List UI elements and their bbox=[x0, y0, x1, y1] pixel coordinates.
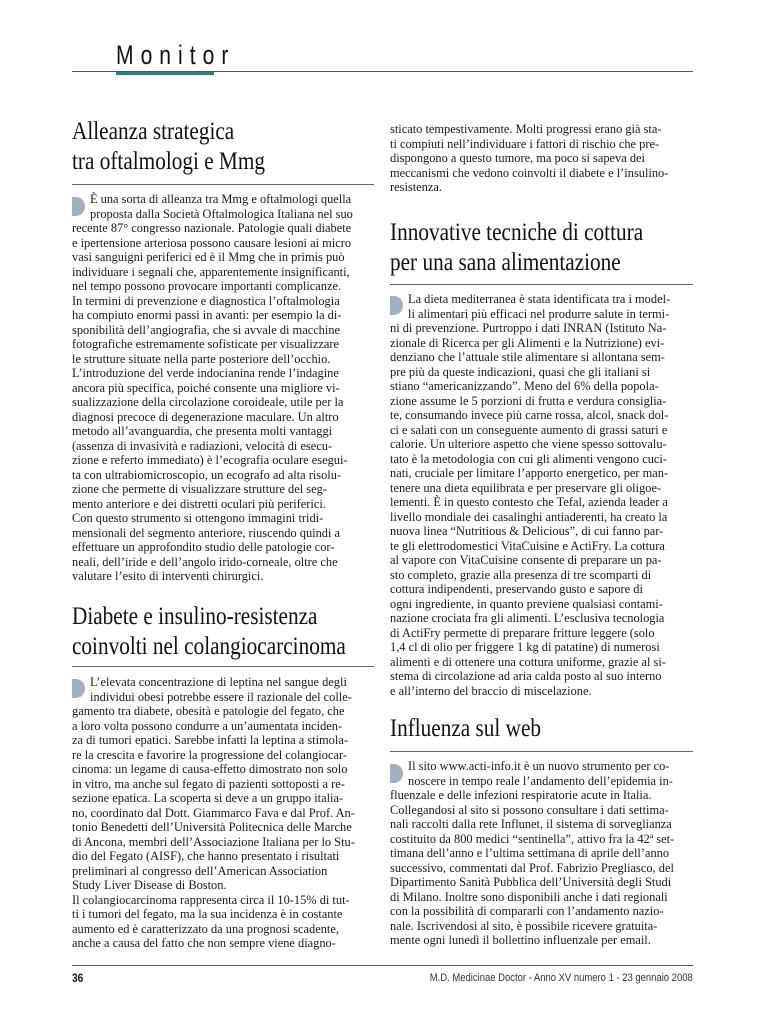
body-line: ancora più specifica, poiché consente una migliore vi- bbox=[72, 380, 340, 395]
body-line: tonio Benedetti dell’Università Politecnica delle Marche bbox=[72, 820, 352, 834]
body-line: pre più da queste indicazioni, quasi che gli italiani si bbox=[390, 364, 651, 379]
body-line: te, consumando invece più carne rossa, alcol, snack dol- bbox=[390, 408, 669, 422]
body-line: le strutture situate nella parte posteriore dell’occhio. bbox=[72, 351, 331, 366]
body-line: nuova linea “Nutritious & Delicious”, di cui fanno par- bbox=[390, 524, 664, 538]
body-line: e ipertensione arteriosa possono causare lesioni ai micro bbox=[72, 235, 352, 250]
body-line: sponibilità dell’angiografia, che si avvale di macchine bbox=[72, 322, 341, 337]
body-line: effettuare un approfondito studio delle patologie cor- bbox=[72, 540, 335, 554]
body-line: stiano “americanizzando”. Meno del 6% della popola- bbox=[390, 379, 659, 393]
body-line: ti i tumori del fegato, ma la sua incidenza è in costante bbox=[72, 907, 343, 921]
body-line: In termini di prevenzione e diagnostica l’oftalmologia bbox=[72, 293, 340, 308]
body-line: nale. Iscrivendosi al sito, è possibile ricevere gratuita- bbox=[390, 918, 658, 933]
article-cottura-headline: Innovative tecniche di cottura per una sana alimentazione bbox=[390, 219, 644, 276]
body-line: proposta dalla Società Oftalmologica Italiana nel suo bbox=[90, 206, 353, 221]
body-line: zione assume le 5 porzioni di frutta e verdura consiglia- bbox=[390, 393, 667, 408]
body-line: Dipartimento Sanità Pubblica dell’Università degli Studi bbox=[390, 875, 672, 889]
body-line: a loro volta possono condurre a un’aumentata inciden- bbox=[72, 718, 343, 733]
body-line: È una sorta di alleanza tra Mmg e oftalmologi quella bbox=[90, 192, 352, 206]
body-line: nati, cruciale per limitare l’apporto energetico, per man- bbox=[390, 466, 669, 480]
body-line: gamento tra diabete, obesità e patologie del fegato, che bbox=[72, 704, 345, 718]
body-line: e all’interno del braccio di miscelazione. bbox=[390, 683, 592, 698]
body-line: fotografiche estremamente sofisticate per visualizzare bbox=[72, 337, 339, 351]
body-line: sto completo, grazie alla presenza di tre scomparti di bbox=[390, 567, 652, 582]
body-line: dio del Fegato (AISF), che hanno presentato i risultati bbox=[72, 849, 340, 863]
body-line: timana dell’anno e l’ultima settimana di aprile dell’anno bbox=[390, 846, 670, 860]
body-line: successivo, commentati dal Prof. Fabrizio Pregliasco, del bbox=[390, 860, 674, 875]
article-alleanza-body bbox=[72, 192, 374, 584]
body-line: Study Liver Disease di Boston. bbox=[72, 878, 227, 892]
body-line: cottura indipendenti, preservando gusto e sapore di bbox=[390, 582, 643, 596]
body-line: individuare i segnali che, apparentemente insignificanti, bbox=[72, 264, 350, 279]
body-line: (assenza di invasività e radiazioni, velocità di esecu- bbox=[72, 438, 333, 453]
body-line: za di tumori epatici. Sarebbe infatti la leptina a stimola- bbox=[72, 733, 348, 747]
publication-info: M.D. Medicinae Doctor - Anno XV numero 1 - 23 gennaio 2008 bbox=[430, 972, 693, 984]
body-line: metodo all’avanguardia, che presenta molti vantaggi bbox=[72, 424, 333, 438]
body-line: individui obesi potrebbe essere il razionale del colle- bbox=[90, 689, 352, 704]
section-rule bbox=[72, 184, 374, 185]
body-line: denziano che l’attuale stile alimentare si allontana sem- bbox=[390, 350, 665, 364]
body-line: valutare l’esito di interventi chirurgici. bbox=[72, 569, 264, 583]
body-line: ta con ultrabiomicroscopio, un ecografo ad alta risolu- bbox=[72, 467, 342, 482]
body-line: Il sito www.acti-info.it è un nuovo strumento per co- bbox=[408, 759, 670, 773]
body-line: diagnosi precoce di degenerazione maculare. Un altro bbox=[72, 409, 339, 424]
body-line: mente ogni lunedì il bollettino influenzale per email. bbox=[390, 933, 651, 947]
article-alleanza-headline: Alleanza strategica tra oftalmologi e Mmg bbox=[72, 118, 265, 175]
article-web-body bbox=[390, 759, 693, 948]
body-line: La dieta mediterranea è stata identificata tra i model- bbox=[408, 292, 671, 306]
article-diabete-body bbox=[72, 675, 374, 951]
article-diabete-headline: Diabete e insulino-resistenza coinvolti nel colangiocarcinoma bbox=[72, 603, 346, 660]
body-line: zionale di Ricerca per gli Alimenti e la Nutrizione) evi- bbox=[390, 335, 665, 350]
body-line: zione e referto immediato) è l’ecografia oculare esegui- bbox=[72, 453, 348, 467]
body-line: neali, dell’iride e dell’angolo irido-corneale, oltre che bbox=[72, 554, 338, 569]
body-line: sualizzazione della circolazione coroideale, utile per la bbox=[72, 395, 344, 409]
masthead-rule bbox=[72, 71, 693, 72]
body-line: livello mondiale dei casalinghi antiaderenti, ha creato la bbox=[390, 509, 668, 524]
body-line: di Ancona, membri dell’Associazione Italiana per lo Stu- bbox=[72, 834, 355, 849]
body-line: Il colangiocarcinoma rappresenta circa il 10-15% di tut- bbox=[72, 892, 350, 907]
masthead-title: Monitor bbox=[116, 40, 236, 70]
article-web-headline: Influenza sul web bbox=[390, 715, 542, 742]
body-line: lementi. È in questo contesto che Tefal, azienda leader a bbox=[390, 495, 668, 509]
article-diabete-continuation: sticato tempestivamente. Molti progressi erano già sta- ti compiuti nell’individuare i fattori di rischio che pre- dispongono a questo tumore, ma poco si sapeva dei meccanismi che vedono coinvolti il diabete e l’insulino- resistenza. bbox=[390, 122, 669, 194]
body-line: 1,4 cl di olio per friggere 1 kg di patatine) di numerosi bbox=[390, 640, 660, 654]
body-line: tenere una dieta equilibrata e per preservare gli oligoe- bbox=[390, 480, 662, 495]
article-cottura-body bbox=[390, 292, 693, 698]
body-line: L’elevata concentrazione di leptina nel sangue degli bbox=[90, 675, 347, 689]
page-number: 36 bbox=[72, 971, 84, 985]
body-line: stema di circolazione ad aria calda posto al suo interno bbox=[390, 669, 662, 683]
section-rule bbox=[390, 751, 693, 752]
body-line: al vapore con VitaCuisine consente di preparare un pa- bbox=[390, 553, 662, 567]
body-line: nazione crociata fra gli alimenti. L’esclusiva tecnologia bbox=[390, 611, 665, 625]
footer-rule bbox=[72, 965, 693, 966]
body-line: no, coordinato dal Dott. Giammarco Fava e dal Prof. An- bbox=[72, 805, 355, 820]
body-line: tato è la metodologia con cui gli alimenti vengono cuci- bbox=[390, 451, 667, 466]
body-line: ci e salati con un conseguente aumento di grassi saturi e bbox=[390, 422, 668, 437]
body-line: con la possibilità di compararli con l’andamento nazio- bbox=[390, 904, 664, 918]
body-line: mensionali del segmento anteriore, riuscendo quindi a bbox=[72, 525, 341, 540]
body-line: mento anteriore e dei distretti oculari più periferici. bbox=[72, 496, 326, 511]
body-line: li alimentari più efficaci nel produrre salute in termi- bbox=[408, 306, 670, 321]
body-line: anche a causa del fatto che non sempre viene diagno- bbox=[72, 936, 336, 950]
body-line: sezione epatica. La scoperta si deve a un gruppo italia- bbox=[72, 791, 344, 805]
body-line: vasi sanguigni periferici ed è il Mmg che in primis può bbox=[72, 250, 345, 264]
body-line: di ActiFry permette di preparare fritture leggere (solo bbox=[390, 625, 655, 640]
body-line: ogni ingrediente, in quanto previene qualsiasi contami- bbox=[390, 596, 663, 611]
section-rule bbox=[390, 284, 693, 285]
body-line: Con questo strumento si ottengono immagini tridi- bbox=[72, 511, 324, 525]
body-line: ha compiuto enormi passi in avanti: per esempio la di- bbox=[72, 308, 342, 322]
body-line: aumento ed è caratterizzato da una prognosi scadente, bbox=[72, 921, 339, 936]
body-line: nali raccolti dalla rete Influnet, il sistema di sorveglianza bbox=[390, 817, 672, 831]
body-line: te gli elettrodomestici VitaCuisine e ActiFry. La cottura bbox=[390, 538, 665, 553]
body-line: L’introduzione del verde indocianina rende l’indagine bbox=[72, 366, 339, 380]
body-line: calorie. Un ulteriore aspetto che viene spesso sottovalu- bbox=[390, 437, 667, 451]
body-line: re la crescita e favorire la progressione del colangiocar- bbox=[72, 747, 347, 762]
body-line: noscere in tempo reale l’andamento dell’epidemia in- bbox=[408, 773, 673, 788]
body-line: in vitro, ma anche sul fegato di pazienti sottoposti a re- bbox=[72, 776, 345, 791]
body-line: nel tempo possono provocare importanti complicanze. bbox=[72, 279, 342, 293]
body-line: cinoma: un legame di causa-effetto dimostrato non solo bbox=[72, 762, 348, 776]
body-line: Collegandosi al sito si possono consultare i dati settima- bbox=[390, 802, 669, 817]
body-line: preliminari al congresso dell’American Association bbox=[72, 863, 328, 878]
section-rule bbox=[72, 666, 374, 667]
body-line: costituito da 800 medici “sentinella”, attivo fra la 42ª set- bbox=[390, 831, 675, 846]
body-line: zione che permette di visualizzare strutture del seg- bbox=[72, 482, 327, 496]
body-line: fluenzale e delle infezioni respiratorie acute in Italia. bbox=[390, 788, 652, 802]
body-line: di Milano. Inoltre sono disponibili anche i dati regionali bbox=[390, 889, 668, 904]
body-line: recente 87° congresso nazionale. Patologie quali diabete bbox=[72, 221, 352, 235]
body-line: ni di prevenzione. Purtroppo i dati INRAN (Istituto Na- bbox=[390, 321, 667, 335]
body-line: alimenti e di ottenere una cottura uniforme, grazie al si- bbox=[390, 654, 666, 669]
